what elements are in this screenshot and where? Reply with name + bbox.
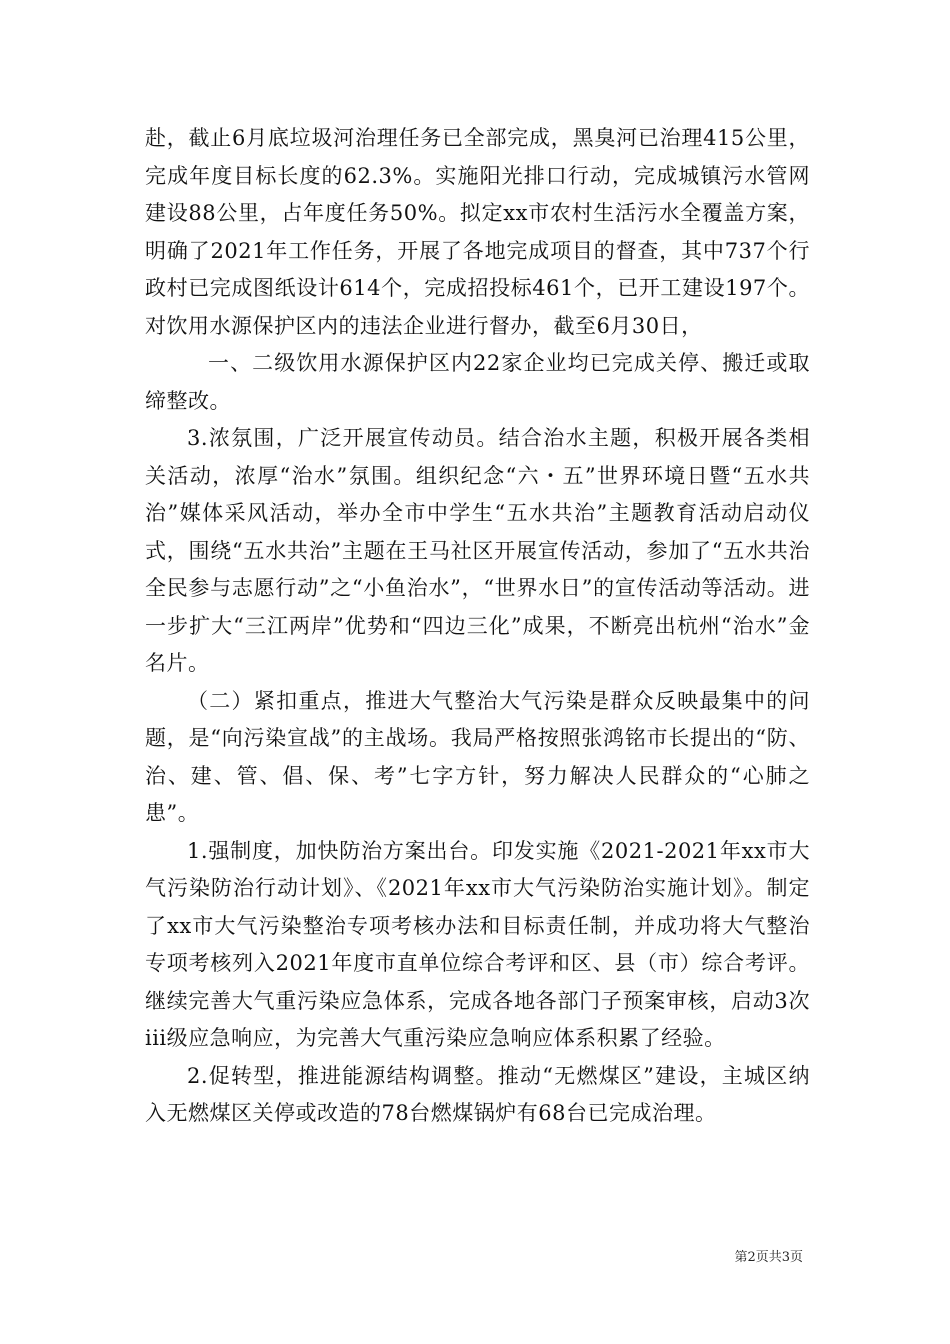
- paragraph-air-pollution-heading: （二）紧扣重点，推进大气整治大气污染是群众反映最集中的问题，是“向污染宣战”的主战场。我局严格按照张鸿铭市长提出的“防、治、建、管、倡、保、考”七字方针，努力解决人民群众的“心肺之患”。: [145, 688, 810, 825]
- document-body: [145, 120, 810, 1133]
- paragraph-enterprise-closure: 一、二级饮用水源保护区内22家企业均已完成关停、搬迁或取缔整改。: [145, 351, 810, 413]
- paragraph-water-progress: 赴，截止6月底垃圾河治理任务已全部完成，黑臭河已治理415公里，完成年度目标长度的62.3%。实施阳光排口行动，完成城镇污水管网建设88公里，占年度任务50%。拟定xx市农村生活污水全覆盖方案，明确了2021年工作任务，开展了各地完成项目的督查，其中737个行政村已完成图纸设计614个，完成招投标461个，已开工建设197个。对饮用水源保护区内的违法企业进行督办，截至6月30日，: [145, 126, 810, 338]
- paragraph-prevention-plan: 1.强制度，加快防治方案出台。印发实施《2021-2021年xx市大气污染防治行动计划》、《2021年xx市大气污染防治实施计划》。制定了xx市大气污染整治专项考核办法和目标责任制，并成功将大气整治专项考核列入2021年度市直单位综合考评和区、县（市）综合考评。继续完善大气重污染应急体系，完成各地各部门子预案审核，启动3次iii级应急响应，为完善大气重污染应急响应体系积累了经验。: [145, 838, 810, 1050]
- paragraph-energy-structure: 2.促转型，推进能源结构调整。推动“无燃煤区”建设，主城区纳入无燃煤区关停或改造的78台燃煤锅炉有68台已完成治理。: [145, 1063, 810, 1125]
- paragraph-publicity: 3.浓氛围，广泛开展宣传动员。结合治水主题，积极开展各类相关活动，浓厚“治水”氛围。组织纪念“六・五”世界环境日暨“五水共治”媒体采风活动，举办全市中学生“五水共治”主题教育活动启动仪式，围绕“五水共治”主题在王马社区开展宣传活动，参加了“五水共治全民参与志愿行动”之“小鱼治水”，“世界水日”的宣传活动等活动。进一步扩大“三江两岸”优势和“四边三化”成果，不断亮出杭州“治水”金名片。: [145, 426, 810, 675]
- page-number-footer: 第2页共3页: [734, 1250, 803, 1265]
